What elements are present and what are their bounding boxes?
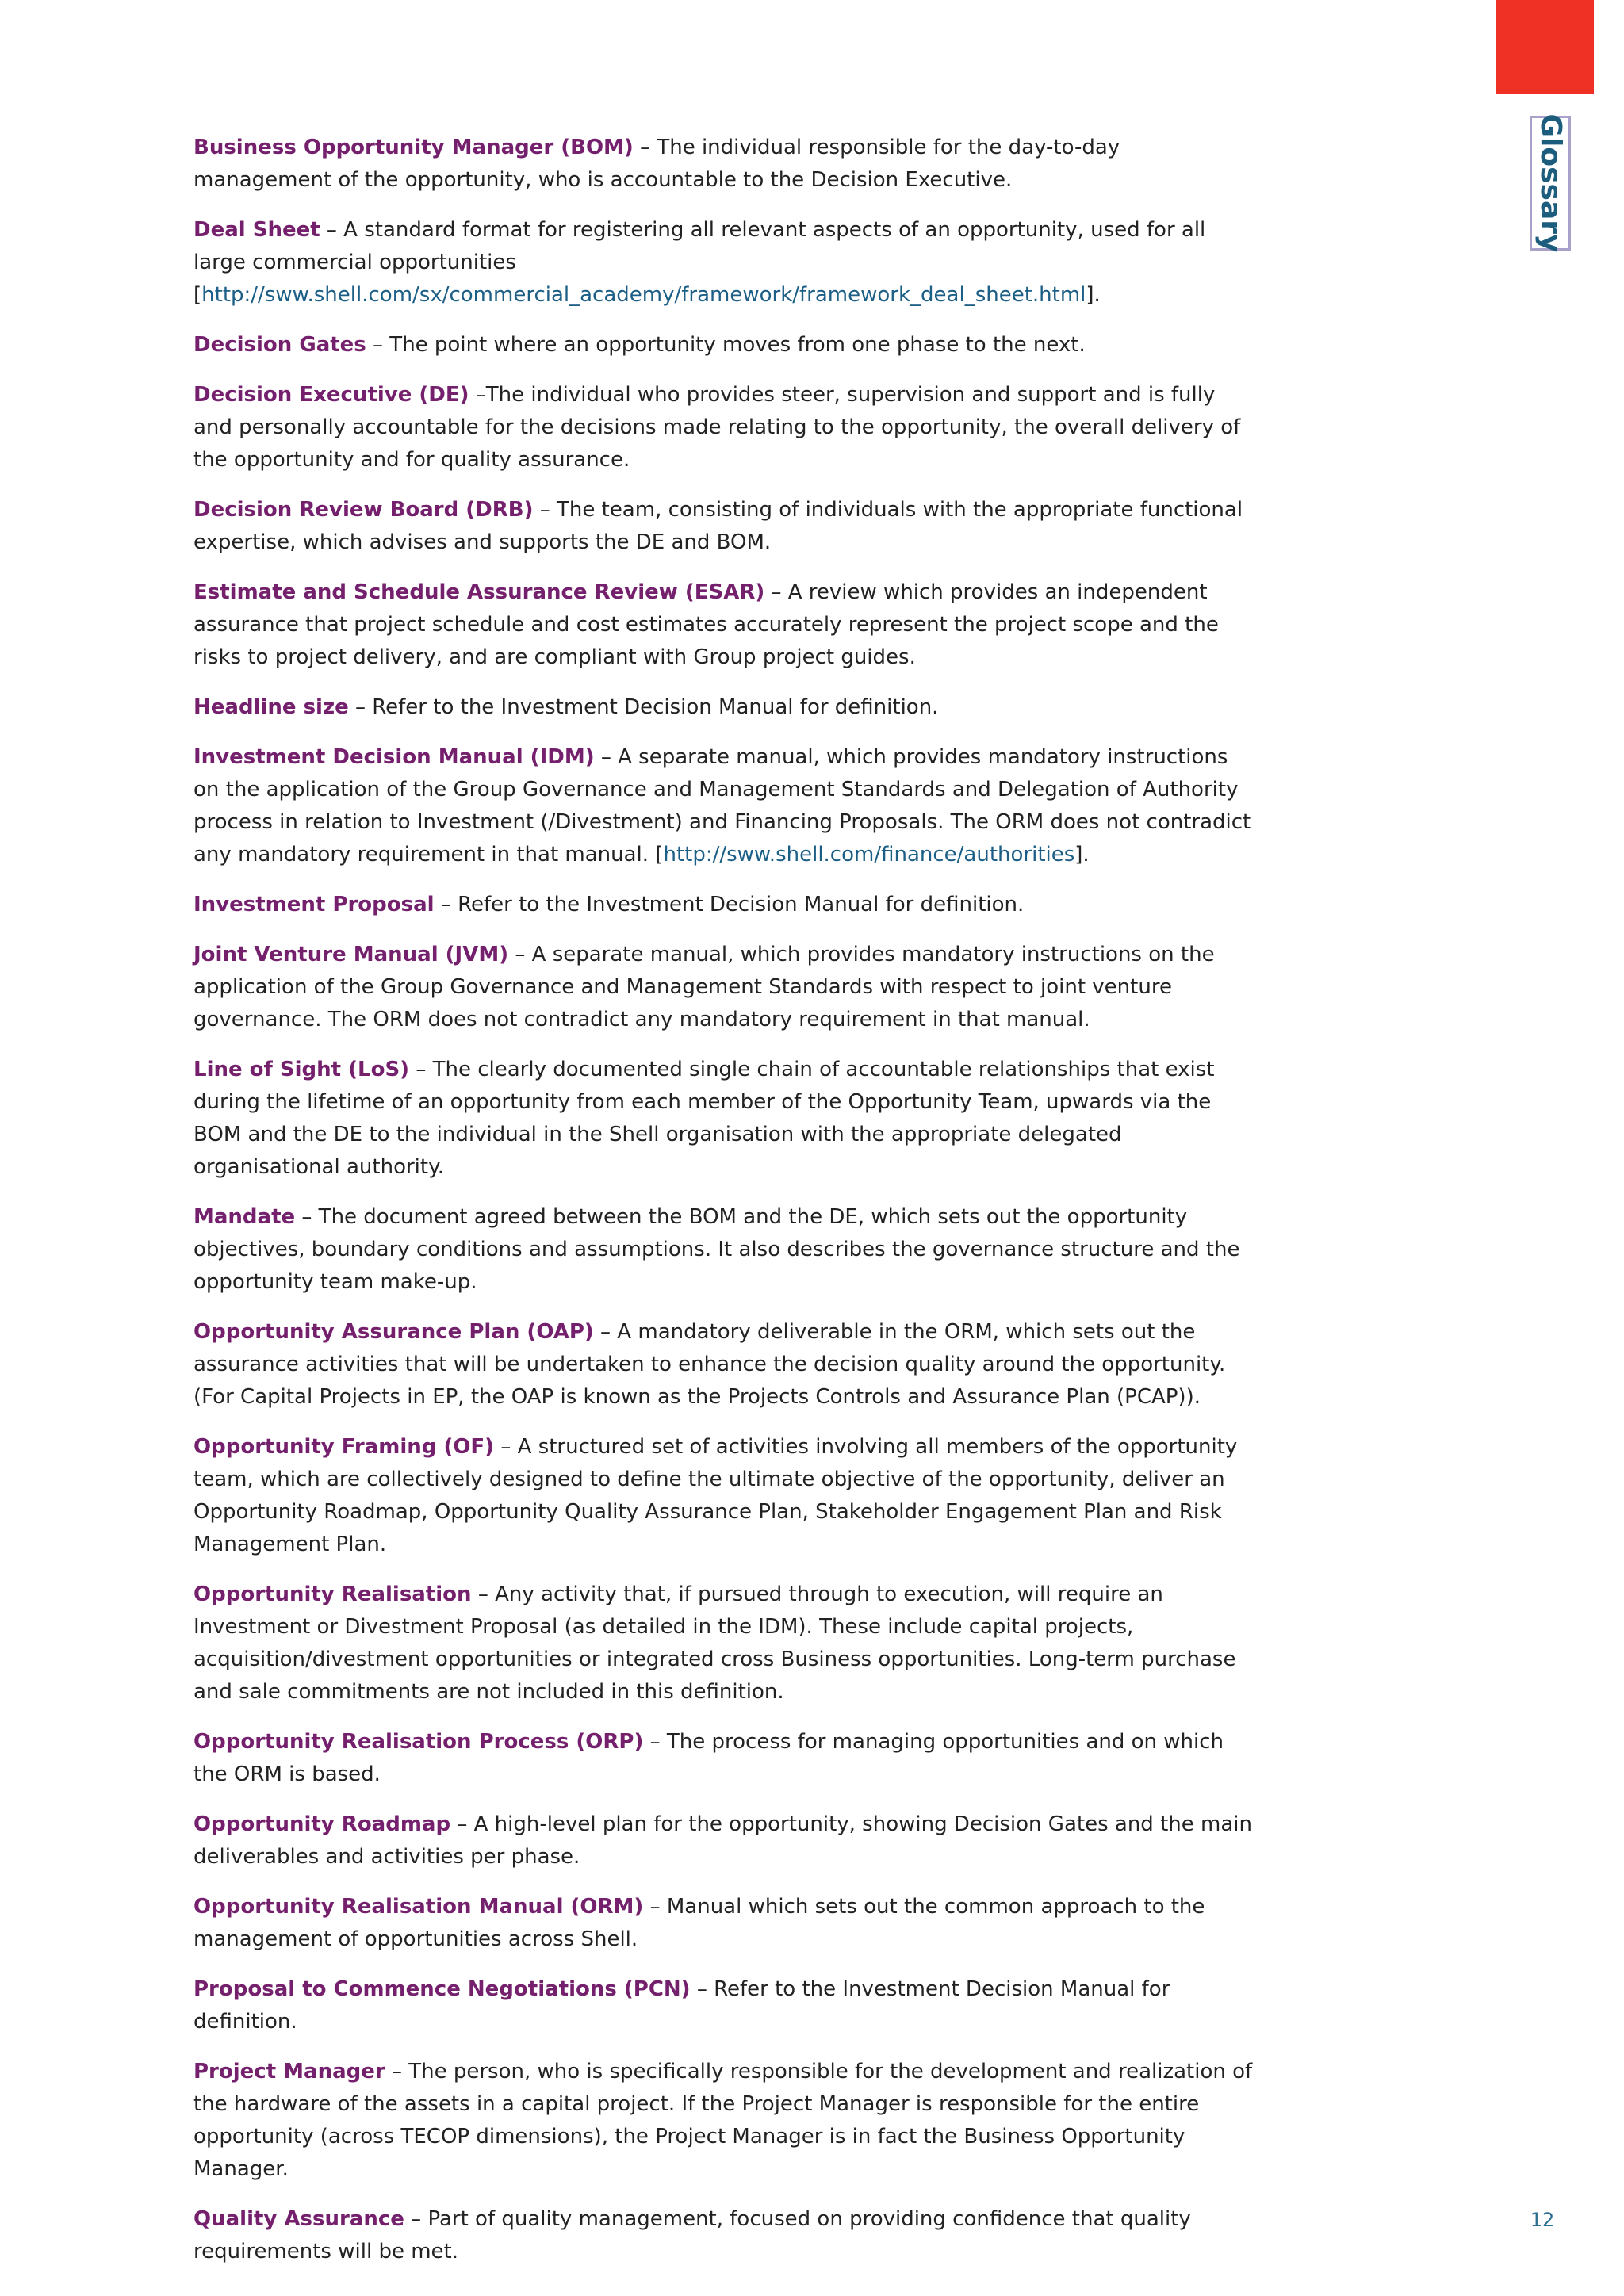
link-bracket-close: ]. xyxy=(1086,283,1101,307)
glossary-entry xyxy=(193,1973,1256,2038)
glossary-term: Headline size xyxy=(193,695,349,719)
glossary-entry xyxy=(193,214,1256,312)
link-bracket-open: [ xyxy=(655,843,664,867)
glossary-entry xyxy=(193,691,1256,724)
link-bracket-open: [ xyxy=(193,283,202,307)
glossary-entry xyxy=(193,132,1256,197)
glossary-term: Project Manager xyxy=(193,2060,385,2084)
glossary-definition: – A high-level plan for the opportunity, showing Decision Gates and the main deliverables and activities per phase. xyxy=(193,1812,1252,1869)
glossary-term: Investment Decision Manual (IDM) xyxy=(193,745,595,769)
glossary-entry xyxy=(193,1578,1256,1709)
glossary-entry xyxy=(193,889,1256,921)
glossary-entry xyxy=(193,1054,1256,1184)
glossary-term: Quality Assurance xyxy=(193,2207,404,2231)
glossary-entry xyxy=(193,576,1256,674)
glossary-term: Business Opportunity Manager (BOM) xyxy=(193,136,634,159)
glossary-term: Estimate and Schedule Assurance Review (ESAR) xyxy=(193,580,765,604)
glossary-definition: – Part of quality management, focused on providing confidence that quality requirements will be met. xyxy=(193,2207,1191,2263)
glossary-definition: – Refer to the Investment Decision Manual for definition. xyxy=(193,1977,1170,2034)
glossary-entry xyxy=(193,494,1256,559)
glossary-definition: – Manual which sets out the common approach to the management of opportunities across Shell. xyxy=(193,1895,1205,1951)
glossary-term: Opportunity Realisation Process (ORP) xyxy=(193,1730,644,1754)
red-corner-tab xyxy=(1496,0,1594,94)
glossary-definition: – A separate manual, which provides mandatory instructions on the application of the Group Governance and Management Standards and Delegation of Authority process in relation to Investment (/Divestment) and Financing Proposals. The ORM does not contradict any mandatory requirement in that manual. xyxy=(193,745,1251,867)
glossary-definition: – The person, who is specifically responsible for the development and realization of the hardware of the assets in a capital project. If the Project Manager is responsible for the entire opportunity (across TECOP dimensions), the Project Manager is in fact the Business Opportunity Manager. xyxy=(193,2060,1253,2181)
glossary-definition: – Any activity that, if pursued through to execution, will require an Investment or Divestment Proposal (as detailed in the IDM). These include capital projects, acquisition/divestment opportunities or integrated cross Business opportunities. Long-term purchase and sale commitments are not included in this definition. xyxy=(193,1582,1236,1704)
link-bracket-close: ]. xyxy=(1074,843,1090,867)
glossary-entry xyxy=(193,1808,1256,1873)
glossary-entry xyxy=(193,379,1256,476)
glossary-definition: – A separate manual, which provides mandatory instructions on the application of the Group Governance and Management Standards with respect to joint venture governance. The ORM does not contradict any mandatory requirement in that manual. xyxy=(193,943,1215,1031)
glossary-definition: – Refer to the Investment Decision Manual for definition. xyxy=(434,893,1025,916)
glossary-term: Decision Review Board (DRB) xyxy=(193,498,534,522)
glossary-definition: – The process for managing opportunities and on which the ORM is based. xyxy=(193,1730,1224,1786)
glossary-definition: –The individual who provides steer, supervision and support and is fully and personally accountable for the decisions made relating to the opportunity, the overall delivery of the opportunity and for quality assurance. xyxy=(193,383,1241,472)
glossary-term: Investment Proposal xyxy=(193,893,435,916)
glossary-definition: – The document agreed between the BOM and the DE, which sets out the opportunity objectives, boundary conditions and assumptions. It also describes the governance structure and the opportunity team make-up. xyxy=(193,1205,1240,1294)
glossary-entry xyxy=(193,1891,1256,1956)
glossary-definition: – A standard format for registering all relevant aspects of an opportunity, used for all large commercial opportunities xyxy=(193,218,1206,274)
glossary-entry xyxy=(193,329,1256,362)
section-tab-label: Glossary xyxy=(1534,113,1567,253)
glossary-term: Opportunity Assurance Plan (OAP) xyxy=(193,1320,594,1344)
glossary-entry xyxy=(193,2203,1256,2268)
glossary-term: Opportunity Framing (OF) xyxy=(193,1435,495,1459)
glossary-term: Opportunity Realisation Manual (ORM) xyxy=(193,1895,644,1919)
glossary-term: Proposal to Commence Negotiations (PCN) xyxy=(193,1977,691,2001)
glossary-entry xyxy=(193,1201,1256,1299)
glossary-link[interactable]: http://sww.shell.com/sx/commercial_academy/framework/framework_deal_sheet.html xyxy=(201,283,1086,307)
glossary-definition: – The point where an opportunity moves from one phase to the next. xyxy=(366,333,1086,357)
glossary-entry xyxy=(193,2056,1256,2186)
glossary-list xyxy=(193,132,1256,2286)
glossary-definition: – The clearly documented single chain of accountable relationships that exist during the lifetime of an opportunity from each member of the Opportunity Team, upwards via the BOM and the DE to the individual in the Shell organisation with the appropriate delegated organisational authority. xyxy=(193,1058,1215,1179)
glossary-term: Opportunity Roadmap xyxy=(193,1812,451,1836)
glossary-term: Deal Sheet xyxy=(193,218,320,242)
glossary-definition: – The individual responsible for the day-to-day management of the opportunity, who is accountable to the Decision Executive. xyxy=(193,136,1120,192)
glossary-definition: – A structured set of activities involving all members of the opportunity team, which are collectively designed to define the ultimate objective of the opportunity, deliver an Opportunity Roadmap, Opportunity Quality Assurance Plan, Stakeholder Engagement Plan and Risk Management Plan. xyxy=(193,1435,1238,1556)
glossary-entry xyxy=(193,939,1256,1036)
glossary-definition: – Refer to the Investment Decision Manual for definition. xyxy=(348,695,939,719)
glossary-term: Line of Sight (LoS) xyxy=(193,1058,410,1081)
glossary-term: Decision Gates xyxy=(193,333,366,357)
glossary-term: Decision Executive (DE) xyxy=(193,383,469,407)
glossary-definition: – A mandatory deliverable in the ORM, which sets out the assurance activities that will be undertaken to enhance the decision quality around the opportunity. (For Capital Projects in EP, the OAP is known as the Projects Controls and Assurance Plan (PCAP)). xyxy=(193,1320,1226,1409)
section-tab-glossary xyxy=(1530,113,1571,253)
glossary-entry xyxy=(193,1726,1256,1791)
glossary-entry xyxy=(193,1316,1256,1414)
glossary-term: Joint Venture Manual (JVM) xyxy=(193,943,509,966)
glossary-term: Mandate xyxy=(193,1205,296,1229)
glossary-term: Opportunity Realisation xyxy=(193,1582,472,1606)
glossary-link[interactable]: http://sww.shell.com/finance/authorities xyxy=(663,843,1075,867)
glossary-definition: – A review which provides an independent assurance that project schedule and cost estimates accurately represent the project scope and the risks to project delivery, and are compliant with Group project guides. xyxy=(193,580,1219,669)
glossary-entry xyxy=(193,1431,1256,1561)
page-number: 12 xyxy=(1530,2209,1555,2231)
glossary-entry xyxy=(193,741,1256,871)
glossary-definition: – The team, consisting of individuals with the appropriate functional expertise, which advises and supports the DE and BOM. xyxy=(193,498,1243,554)
